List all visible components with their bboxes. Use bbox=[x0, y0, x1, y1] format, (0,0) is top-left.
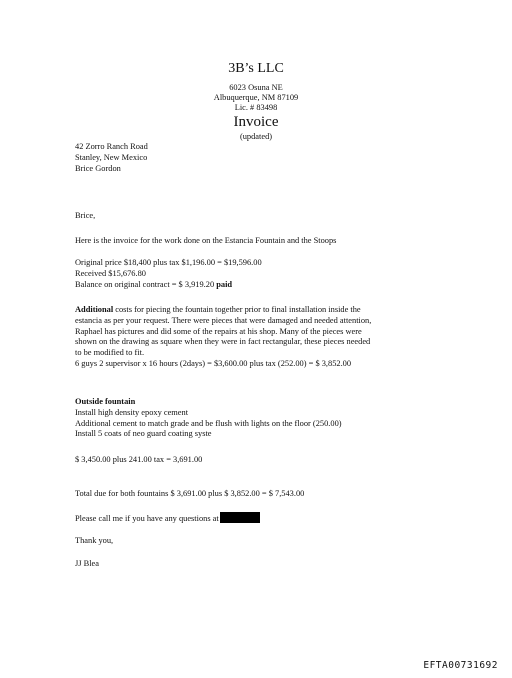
balance-text: Balance on original contract = $ 3,919.20 bbox=[75, 279, 217, 289]
additional-line-1 bbox=[75, 305, 465, 316]
balance-status: paid bbox=[216, 279, 233, 289]
additional-line-4: shown on the drawing as square when they were in fact rectangular, these pieces needed bbox=[75, 337, 371, 347]
recipient-street: 42 Zorro Ranch Road bbox=[75, 142, 148, 151]
received-line: Received $15,676.80 bbox=[75, 268, 146, 278]
original-price-line: Original price $18,400 plus tax $1,196.00 = $19,596.00 bbox=[75, 258, 262, 267]
outside-item-2: Additional cement to match grade and be flush with lights on the floor (250.00) bbox=[75, 418, 342, 428]
recipient-address bbox=[75, 142, 465, 174]
contact-text: Please call me if you have any questions at bbox=[75, 514, 219, 523]
document-id: EFTA00731692 bbox=[423, 660, 498, 671]
recipient-city: Stanley, New Mexico bbox=[75, 152, 148, 162]
additional-line-5: to be modified to fit. bbox=[75, 348, 145, 358]
company-license: Lic. # 83498 bbox=[234, 103, 278, 112]
outside-fountain-block bbox=[75, 397, 465, 440]
salutation: Brice, bbox=[75, 211, 96, 220]
outside-item-1: Install high density epoxy cement bbox=[75, 407, 189, 417]
recipient-name: Brice Gordon bbox=[75, 163, 121, 173]
outside-item-3: Install 5 coats of neo guard coating syste bbox=[75, 429, 212, 439]
outside-total-line: $ 3,450.00 plus 241.00 tax = 3,691.00 bbox=[75, 455, 203, 464]
company-address-city: Albuquerque, NM 87109 bbox=[213, 93, 299, 102]
redaction-box bbox=[220, 512, 260, 523]
additional-line-3: Raphael has pictures and did some of the repairs at his shop. Many of the pieces were bbox=[75, 326, 362, 336]
company-name: 3B’s LLC bbox=[228, 61, 284, 76]
additional-line-2: estancia as per your request. There were pieces that were damaged and needed attention, bbox=[75, 315, 372, 325]
invoice-title: Invoice bbox=[233, 114, 279, 130]
additional-line-1-text: costs for piecing the fountain together prior to final installation inside the bbox=[113, 305, 361, 314]
closing: Thank you, bbox=[75, 536, 114, 545]
additional-heading: Additional bbox=[75, 305, 114, 314]
invoice-subtitle: (updated) bbox=[239, 132, 273, 141]
company-address-street: 6023 Osuna NE bbox=[229, 83, 283, 92]
outside-heading: Outside fountain bbox=[75, 397, 136, 406]
contact-line bbox=[75, 512, 465, 525]
labor-line: 6 guys 2 supervisor x 16 hours (2days) = $3,600.00 plus tax (252.00) = $ 3,852.00 bbox=[75, 358, 352, 368]
original-contract-block bbox=[75, 258, 465, 290]
signature: JJ Blea bbox=[75, 559, 99, 568]
grand-total-line: Total due for both fountains $ 3,691.00 plus $ 3,852.00 = $ 7,543.00 bbox=[75, 489, 305, 498]
intro-paragraph: Here is the invoice for the work done on the Estancia Fountain and the Stoops bbox=[75, 236, 337, 245]
additional-costs-block bbox=[75, 305, 465, 370]
balance-line bbox=[75, 280, 465, 291]
